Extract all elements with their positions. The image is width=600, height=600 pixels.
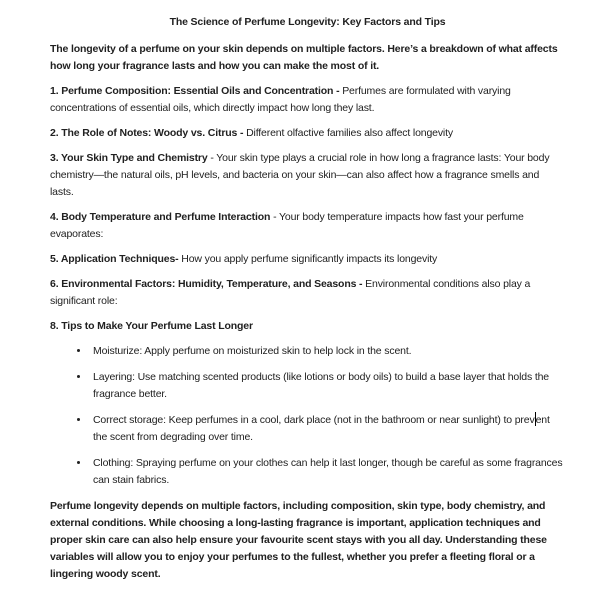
conclusion-paragraph[interactable]: Perfume longevity depends on multiple factors, including composition, skin type, body chemistry, and external conditions. While choosing a long-lasting fragrance is important, application techniques and proper skin care can also help ensure your favourite scent stays with you all day. Understanding these variables will allow you to enjoy your perfumes to the fullest, whether you prefer a fleeting floral or a lingering woody scent. (50, 500, 547, 580)
bullet-text: Moisturize: Apply perfume on moisturized skin to help lock in the scent. (93, 345, 412, 357)
section-paragraph-6[interactable] (50, 276, 565, 310)
tips-heading[interactable]: 8. Tips to Make Your Perfume Last Longer (50, 320, 253, 332)
section-heading-3: 3. Your Skin Type and Chemistry (50, 152, 208, 164)
section-heading-4: 4. Body Temperature and Perfume Interaction (50, 211, 271, 223)
section-text-2: Different olfactive families also affect longevity (243, 127, 453, 139)
list-item-layering[interactable] (90, 369, 565, 403)
section-paragraph-1[interactable] (50, 83, 565, 117)
section-heading-5: 5. Application Techniques- (50, 253, 179, 265)
tips-list (50, 343, 565, 489)
section-text-3: - Your skin type plays a crucial role in how long a fragrance lasts: Your body chemistry—the natural oils, pH levels, and bacteria on your skin—can also affect how a fragrance smells and lasts. (50, 152, 550, 198)
section-text-1: Perfumes are formulated with varying concentrations of essential oils, which directly impact how long they last. (50, 85, 511, 114)
bullet-text-before-caret: Correct storage: Keep perfumes in a cool, dark place (not in the bathroom or near sunlight) to prev (93, 414, 535, 426)
list-item-clothing[interactable] (90, 455, 565, 489)
section-text-5: How you apply perfume significantly impacts its longevity (178, 253, 438, 265)
bullet-text-after-caret: ent the scent from degrading over time. (93, 414, 550, 443)
section-heading-6: 6. Environmental Factors: Humidity, Temperature, and Seasons - (50, 278, 363, 290)
section-paragraph-2[interactable] (50, 125, 565, 142)
bullet-text: Clothing: Spraying perfume on your clothes can help it last longer, though be careful as some fragrances can stain fabrics. (93, 457, 563, 486)
list-item-moisturize[interactable] (90, 343, 565, 360)
document-title: The Science of Perfume Longevity: Key Factors and Tips (169, 16, 446, 28)
section-paragraph-4[interactable] (50, 209, 565, 243)
section-text-4: - Your body temperature impacts how fast your perfume evaporates: (50, 211, 524, 240)
bullet-text: Layering: Use matching scented products (like lotions or body oils) to build a base layer that holds the fragrance better. (93, 371, 549, 400)
list-item-correct-storage[interactable] (90, 412, 565, 446)
section-heading-2: 2. The Role of Notes: Woody vs. Citrus - (50, 127, 244, 139)
section-heading-1: 1. Perfume Composition: Essential Oils and Concentration - (50, 85, 340, 97)
section-text-6: Environmental conditions also play a significant role: (50, 278, 531, 307)
section-paragraph-3[interactable] (50, 150, 565, 201)
intro-paragraph[interactable]: The longevity of a perfume on your skin depends on multiple factors. Here’s a breakdown of what affects how long your fragrance lasts and how you can make the most of it. (50, 43, 558, 72)
section-paragraph-5[interactable] (50, 251, 565, 268)
